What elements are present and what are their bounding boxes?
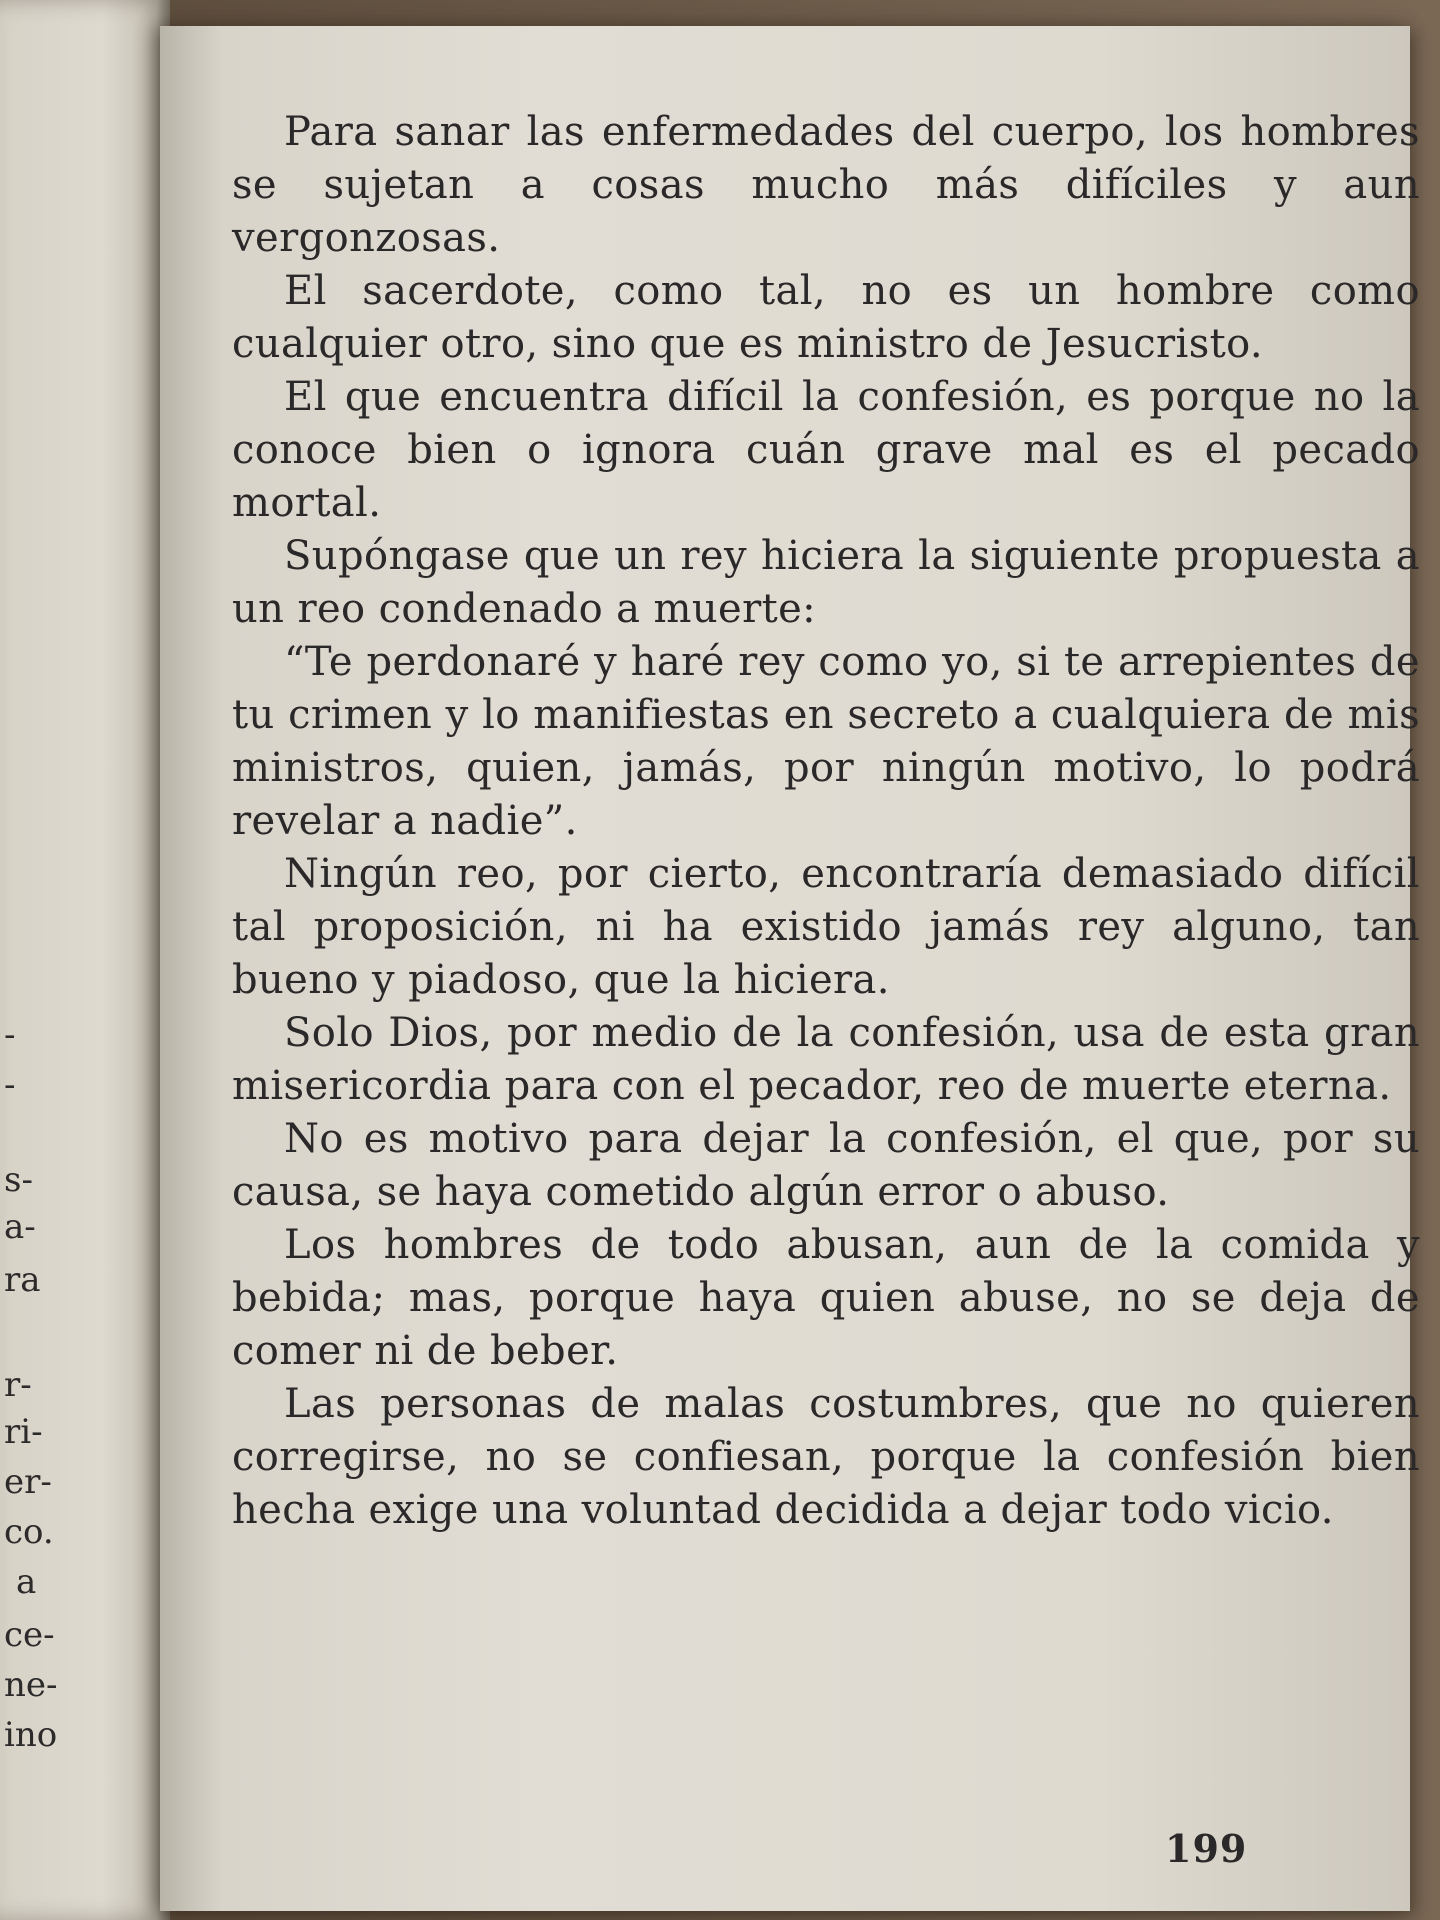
left-page-fragment: s- (4, 1160, 33, 1200)
page-number: 199 (1165, 1826, 1248, 1871)
paragraph: Las personas de malas costumbres, que no quieren corregirse, no se confiesan, porque la confesión bien hecha exige una voluntad decidida a dejar todo vicio. (232, 1381, 1420, 1533)
left-page-edge (0, 0, 170, 1920)
left-page-fragment: - (4, 1015, 16, 1055)
left-page-fragment: a- (4, 1207, 36, 1247)
left-page-fragment: er- (4, 1462, 52, 1502)
left-page-fragment: co. (4, 1512, 54, 1552)
paragraph: El que encuentra difícil la confesión, es porque no la conoce bien o ignora cuán grave mal es el pecado mortal. (232, 374, 1420, 526)
left-page-fragment: ino (4, 1715, 58, 1755)
left-page-fragment: ra (4, 1260, 41, 1300)
left-page-fragment: ri- (4, 1412, 43, 1452)
left-page-fragment: a (16, 1562, 37, 1602)
paragraph: “Te perdonaré y haré rey como yo, si te arrepientes de tu crimen y lo manifiestas en secreto a cualquiera de mis ministros, quien, jamás, por ningún motivo, lo podrá revelar a nadie”. (232, 639, 1420, 844)
page-body-text (232, 106, 1420, 1537)
paragraph: Ningún reo, por cierto, encontraría demasiado difícil tal proposición, ni ha existido jamás rey alguno, tan bueno y piadoso, que la hiciera. (232, 851, 1420, 1003)
paragraph: Solo Dios, por medio de la confesión, usa de esta gran misericordia para con el pecador, reo de muerte eterna. (232, 1010, 1420, 1109)
left-page-fragment: ne- (4, 1665, 58, 1705)
book-page (160, 26, 1420, 1911)
paragraph: Los hombres de todo abusan, aun de la comida y bebida; mas, porque haya quien abuse, no se deja de comer ni de beber. (232, 1222, 1420, 1374)
paragraph: Para sanar las enfermedades del cuerpo, los hombres se sujetan a cosas mucho más difíciles y aun vergonzosas. (232, 109, 1420, 261)
paragraph: El sacerdote, como tal, no es un hombre como cualquier otro, sino que es ministro de Jesucristo. (232, 268, 1420, 367)
paragraph: Supóngase que un rey hiciera la siguiente propuesta a un reo condenado a muerte: (232, 533, 1420, 632)
left-page-fragment: - (4, 1065, 16, 1105)
left-page-fragment: ce- (4, 1615, 55, 1655)
left-page-fragment: r- (4, 1365, 32, 1405)
paragraph: No es motivo para dejar la confesión, el que, por su causa, se haya cometido algún error o abuso. (232, 1116, 1420, 1215)
